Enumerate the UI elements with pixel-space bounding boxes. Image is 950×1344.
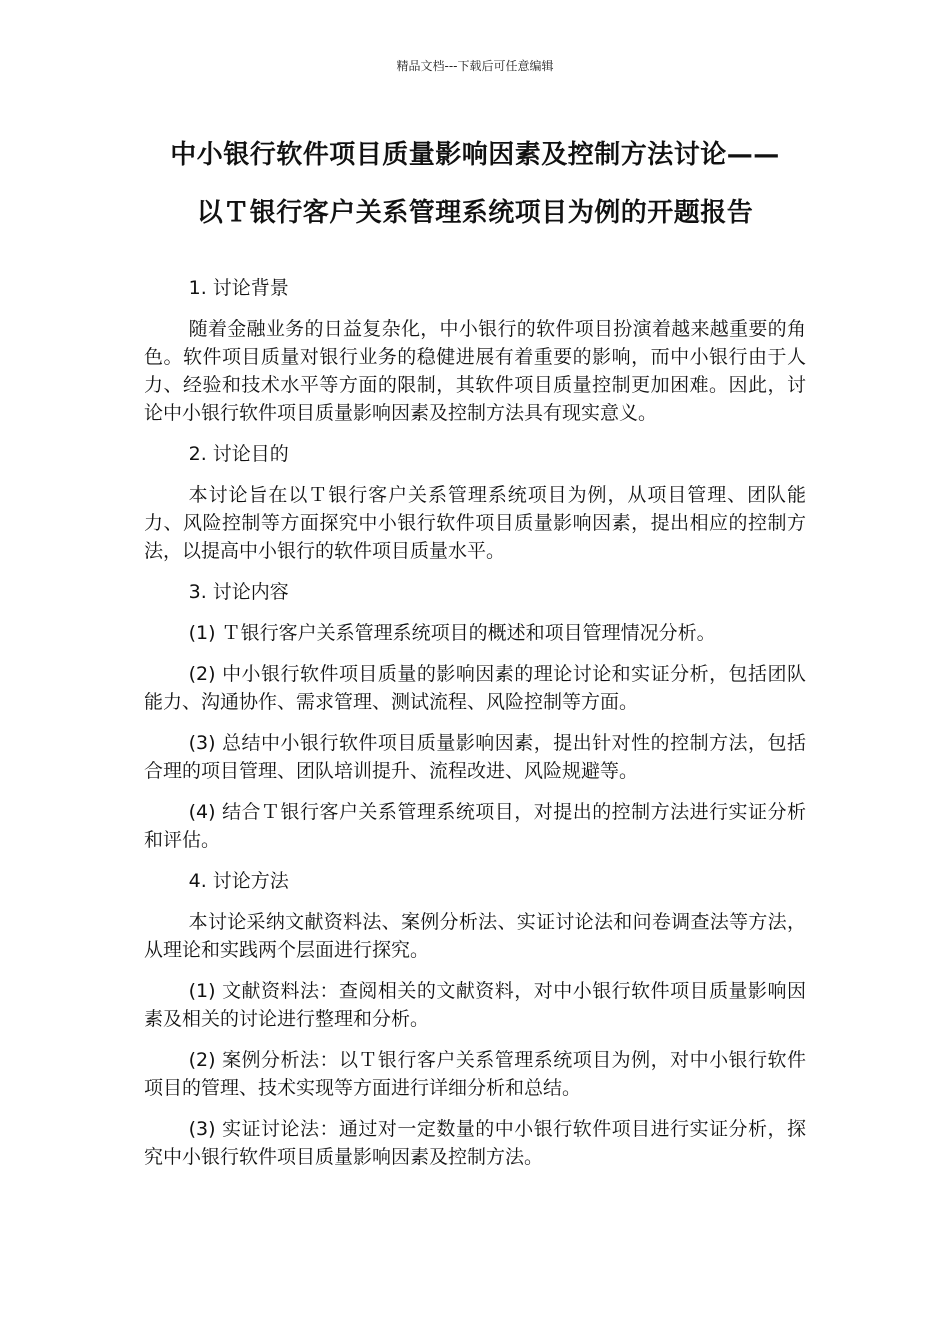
- section-heading-purpose: 2. 讨论目的: [188, 443, 289, 465]
- document-title-line-2: 以Ｔ银行客户关系管理系统项目为例的开题报告: [196, 198, 754, 228]
- page-header: 精品文档---下载后可任意编辑: [396, 59, 554, 73]
- content-item-4: (4) 结合Ｔ银行客户关系管理系统项目，对提出的控制方法进行实证分析和评估。: [144, 801, 806, 851]
- section-heading-content: 3. 讨论内容: [188, 581, 289, 603]
- background-paragraph: 随着金融业务的日益复杂化，中小银行的软件项目扮演着越来越重要的角色。软件项目质量对银行业务的稳健进展有着重要的影响，而中小银行由于人力、经验和技术水平等方面的限制，其软件项目质量控制更加困难。因此，讨论中小银行软件项目质量影响因素及控制方法具有现实意义。: [144, 318, 806, 424]
- method-paragraph: 本讨论采纳文献资料法、案例分析法、实证讨论法和问卷调查法等方法，从理论和实践两个层面进行探究。: [144, 911, 806, 961]
- content-item-1: (1) Ｔ银行客户关系管理系统项目的概述和项目管理情况分析。: [188, 622, 716, 644]
- document-body: [144, 274, 806, 1184]
- section-heading-background: 1. 讨论背景: [188, 277, 289, 299]
- content-item-3: (3) 总结中小银行软件项目质量影响因素，提出针对性的控制方法，包括合理的项目管理、团队培训提升、流程改进、风险规避等。: [144, 732, 806, 782]
- method-item-2: (2) 案例分析法：以Ｔ银行客户关系管理系统项目为例，对中小银行软件项目的管理、技术实现等方面进行详细分析和总结。: [144, 1049, 806, 1099]
- method-item-1: (1) 文献资料法：查阅相关的文献资料，对中小银行软件项目质量影响因素及相关的讨论进行整理和分析。: [144, 980, 806, 1030]
- content-item-2: (2) 中小银行软件项目质量的影响因素的理论讨论和实证分析，包括团队能力、沟通协作、需求管理、测试流程、风险控制等方面。: [144, 663, 806, 713]
- method-item-3: (3) 实证讨论法：通过对一定数量的中小银行软件项目进行实证分析，探究中小银行软件项目质量影响因素及控制方法。: [144, 1118, 806, 1168]
- purpose-paragraph: 本讨论旨在以Ｔ银行客户关系管理系统项目为例，从项目管理、团队能力、风险控制等方面探究中小银行软件项目质量影响因素，提出相应的控制方法，以提高中小银行的软件项目质量水平。: [144, 484, 806, 562]
- section-heading-method: 4. 讨论方法: [188, 870, 289, 892]
- document-title-line-1: 中小银行软件项目质量影响因素及控制方法讨论——: [170, 140, 780, 170]
